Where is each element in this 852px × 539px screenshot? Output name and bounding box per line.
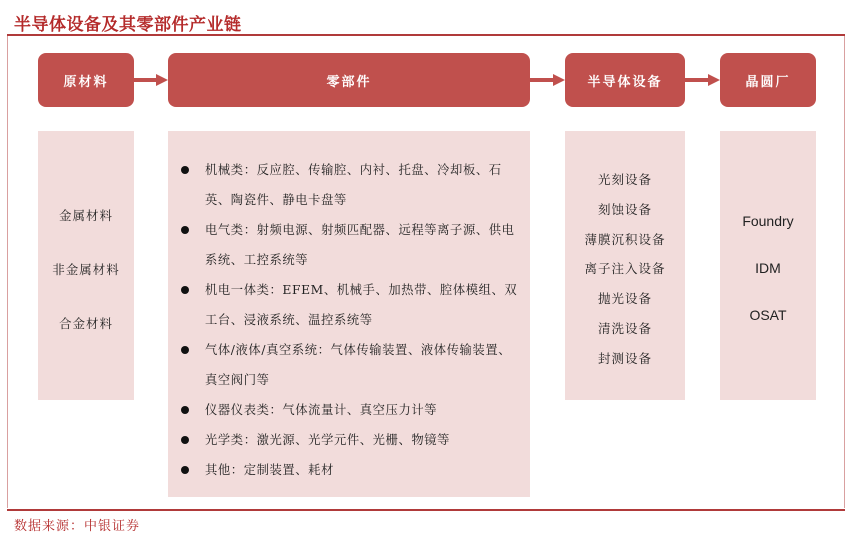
bullet-icon bbox=[181, 226, 189, 234]
source-bar bbox=[7, 509, 845, 535]
equipment-item: 封测设备 bbox=[597, 350, 652, 366]
header-equipment: 半导体设备 bbox=[565, 53, 685, 107]
list-item: 机电一体类：EFEM、机械手、加热带、腔体模组、双工台、浸液系统、温控系统等 bbox=[181, 275, 521, 335]
title-bar bbox=[7, 6, 845, 36]
fab-item: OSAT bbox=[749, 307, 787, 323]
header-fab: 晶圆厂 bbox=[720, 53, 816, 107]
raw-material-item: 合金材料 bbox=[58, 316, 113, 331]
arrow-right-icon bbox=[530, 74, 565, 86]
list-item: 仪器仪表类：气体流量计、真空压力计等 bbox=[181, 395, 521, 425]
equipment-item: 薄膜沉积设备 bbox=[584, 231, 666, 247]
header-parts: 零部件 bbox=[168, 53, 530, 107]
fab-list bbox=[720, 210, 816, 326]
bullet-icon bbox=[181, 406, 189, 414]
list-item: 其他：定制装置、耗材 bbox=[181, 455, 521, 485]
equipment-item: 光刻设备 bbox=[597, 172, 652, 187]
equipment-list bbox=[565, 165, 685, 374]
list-item: 光学类：激光源、光学元件、光栅、物镜等 bbox=[181, 425, 521, 455]
raw-material-item: 非金属材料 bbox=[52, 262, 120, 277]
fab-item: IDM bbox=[755, 260, 781, 276]
page-title: 半导体设备及其零部件产业链 bbox=[14, 15, 242, 35]
equipment-item: 清洗设备 bbox=[597, 320, 652, 336]
bullet-icon bbox=[181, 466, 189, 474]
header-raw-materials: 原材料 bbox=[38, 53, 134, 107]
bullet-icon bbox=[181, 286, 189, 294]
list-item: 机械类：反应腔、传输腔、内衬、托盘、冷却板、石英、陶瓷件、静电卡盘等 bbox=[181, 155, 521, 215]
equipment-item: 抛光设备 bbox=[597, 291, 652, 307]
bullet-icon bbox=[181, 436, 189, 444]
equipment-item: 离子注入设备 bbox=[584, 261, 666, 277]
fab-item: Foundry bbox=[742, 213, 794, 229]
raw-material-item: 金属材料 bbox=[58, 208, 113, 223]
arrow-right-icon bbox=[685, 74, 720, 86]
parts-list bbox=[181, 155, 521, 485]
arrow-right-icon bbox=[134, 74, 168, 86]
source-note: 数据来源：中银证券 bbox=[14, 519, 141, 534]
list-item: 气体/液体/真空系统：气体传输装置、液体传输装置、真空阀门等 bbox=[181, 335, 521, 395]
raw-materials-list bbox=[38, 204, 134, 336]
equipment-item: 刻蚀设备 bbox=[597, 201, 652, 217]
bullet-icon bbox=[181, 346, 189, 354]
bullet-icon bbox=[181, 166, 189, 174]
list-item: 电气类：射频电源、射频匹配器、远程等离子源、供电系统、工控系统等 bbox=[181, 215, 521, 275]
